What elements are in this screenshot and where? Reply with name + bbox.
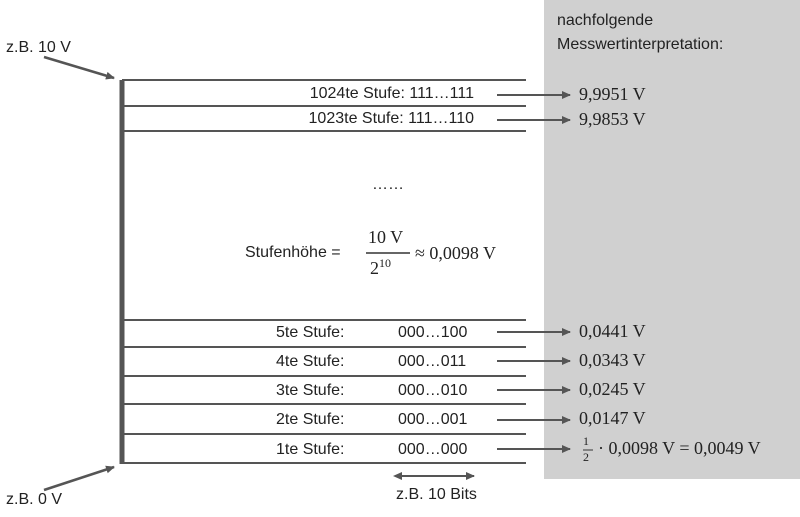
- level-4-label: 4te Stufe:: [276, 353, 345, 370]
- level-3-value: 0,0245 V: [579, 379, 646, 399]
- level-1-label: 1te Stufe:: [276, 441, 345, 458]
- level-4-code: 000…011: [398, 353, 467, 370]
- half-denominator: 2: [583, 450, 589, 464]
- level-1-code: 000…000: [398, 441, 468, 458]
- level-1024-label: 1024te Stufe: 111…111: [309, 85, 474, 102]
- level-1-value: · 0,0098 V = 0,0049 V: [598, 438, 761, 458]
- bottom-voltage-label: z.B. 0 V: [6, 491, 63, 508]
- bits-label: z.B. 10 Bits: [396, 486, 477, 503]
- level-value-arrows: [497, 95, 570, 449]
- level-2-label: 2te Stufe:: [276, 411, 345, 428]
- level-2-value: 0,0147 V: [579, 408, 646, 428]
- formula-denominator: $2^{10}$: [370, 256, 391, 278]
- half-numerator: 1: [583, 434, 589, 448]
- panel-title-line2: Messwertinterpretation:: [557, 36, 724, 53]
- level-1023-label: 1023te Stufe: 111…110: [308, 110, 474, 127]
- top-voltage-label: z.B. 10 V: [6, 39, 71, 56]
- ellipsis: ……: [372, 176, 404, 193]
- formula-numerator: 10 V: [368, 227, 404, 247]
- bottom-voltage-arrow: [44, 467, 114, 490]
- formula-prefix: Stufenhöhe =: [245, 244, 341, 261]
- formula-result: ≈ 0,0098 V: [415, 243, 497, 263]
- top-voltage-arrow: [44, 57, 114, 78]
- level-1023-value: 9,9853 V: [579, 109, 646, 129]
- level-3-code: 000…010: [398, 382, 468, 399]
- level-5-code: 000…100: [398, 324, 468, 341]
- level-1024-value: 9,9951 V: [579, 84, 646, 104]
- level-5-value: 0,0441 V: [579, 321, 646, 341]
- level-2-code: 000…001: [398, 411, 468, 428]
- level-3-label: 3te Stufe:: [276, 382, 345, 399]
- panel-title-line1: nachfolgende: [557, 12, 654, 29]
- level-4-value: 0,0343 V: [579, 350, 646, 370]
- level-5-label: 5te Stufe:: [276, 324, 345, 341]
